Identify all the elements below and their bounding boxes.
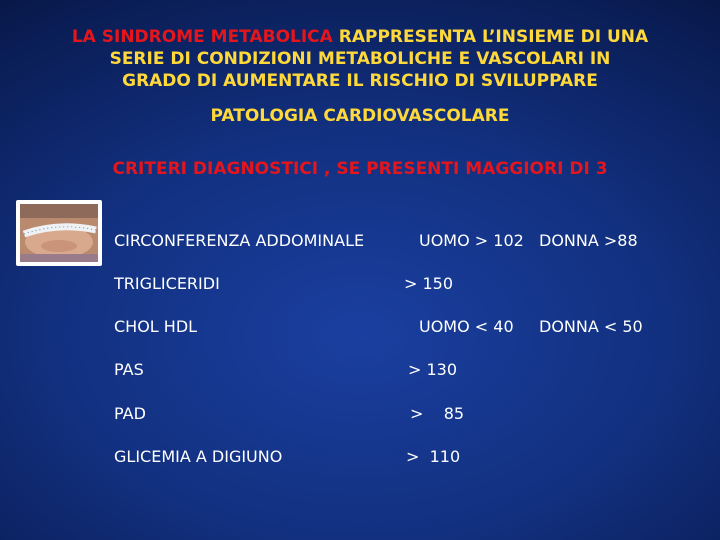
criterion-value: > 130 xyxy=(408,360,458,379)
criterion-row-hdl xyxy=(0,317,720,341)
title-line-1-text: RAPPRESENTA L’INSIEME DI UNA xyxy=(332,27,649,47)
title-line-1 xyxy=(20,26,700,48)
criterion-label: TRIGLICERIDI xyxy=(114,274,220,293)
criterion-value: > 150 xyxy=(404,274,454,293)
criterion-row-glycemia xyxy=(0,447,720,471)
criterion-label: CHOL HDL xyxy=(114,317,198,336)
criterion-value-women: DONNA >88 xyxy=(539,231,638,250)
criterion-row-pad xyxy=(0,404,720,428)
criterion-label: PAS xyxy=(114,360,144,379)
criteria-heading: CRITERI DIAGNOSTICI , SE PRESENTI MAGGIORI DI 3 xyxy=(112,159,608,179)
criterion-value-women: DONNA < 50 xyxy=(539,317,643,336)
criterion-label: CIRCONFERENZA ADDOMINALE xyxy=(114,231,365,250)
criterion-value: > 85 xyxy=(410,404,465,423)
slide-title xyxy=(20,26,700,92)
criterion-row-triglycerides xyxy=(0,274,720,298)
criterion-label: PAD xyxy=(114,404,146,423)
title-highlight: LA SINDROME METABOLICA xyxy=(71,27,333,47)
title-line-2: SERIE DI CONDIZIONI METABOLICHE E VASCOLARI IN xyxy=(109,49,611,69)
title-line-4: PATOLOGIA CARDIOVASCOLARE xyxy=(210,106,510,126)
criterion-label: GLICEMIA A DIGIUNO xyxy=(114,447,283,466)
criterion-row-pas xyxy=(0,360,720,384)
criterion-value-men: UOMO < 40 xyxy=(419,317,514,336)
criterion-value-men: UOMO > 102 xyxy=(419,231,524,250)
criterion-row-waist xyxy=(0,231,720,255)
title-line-3: GRADO DI AUMENTARE IL RISCHIO DI SVILUPPARE xyxy=(122,71,598,91)
criterion-value: > 110 xyxy=(406,447,461,466)
